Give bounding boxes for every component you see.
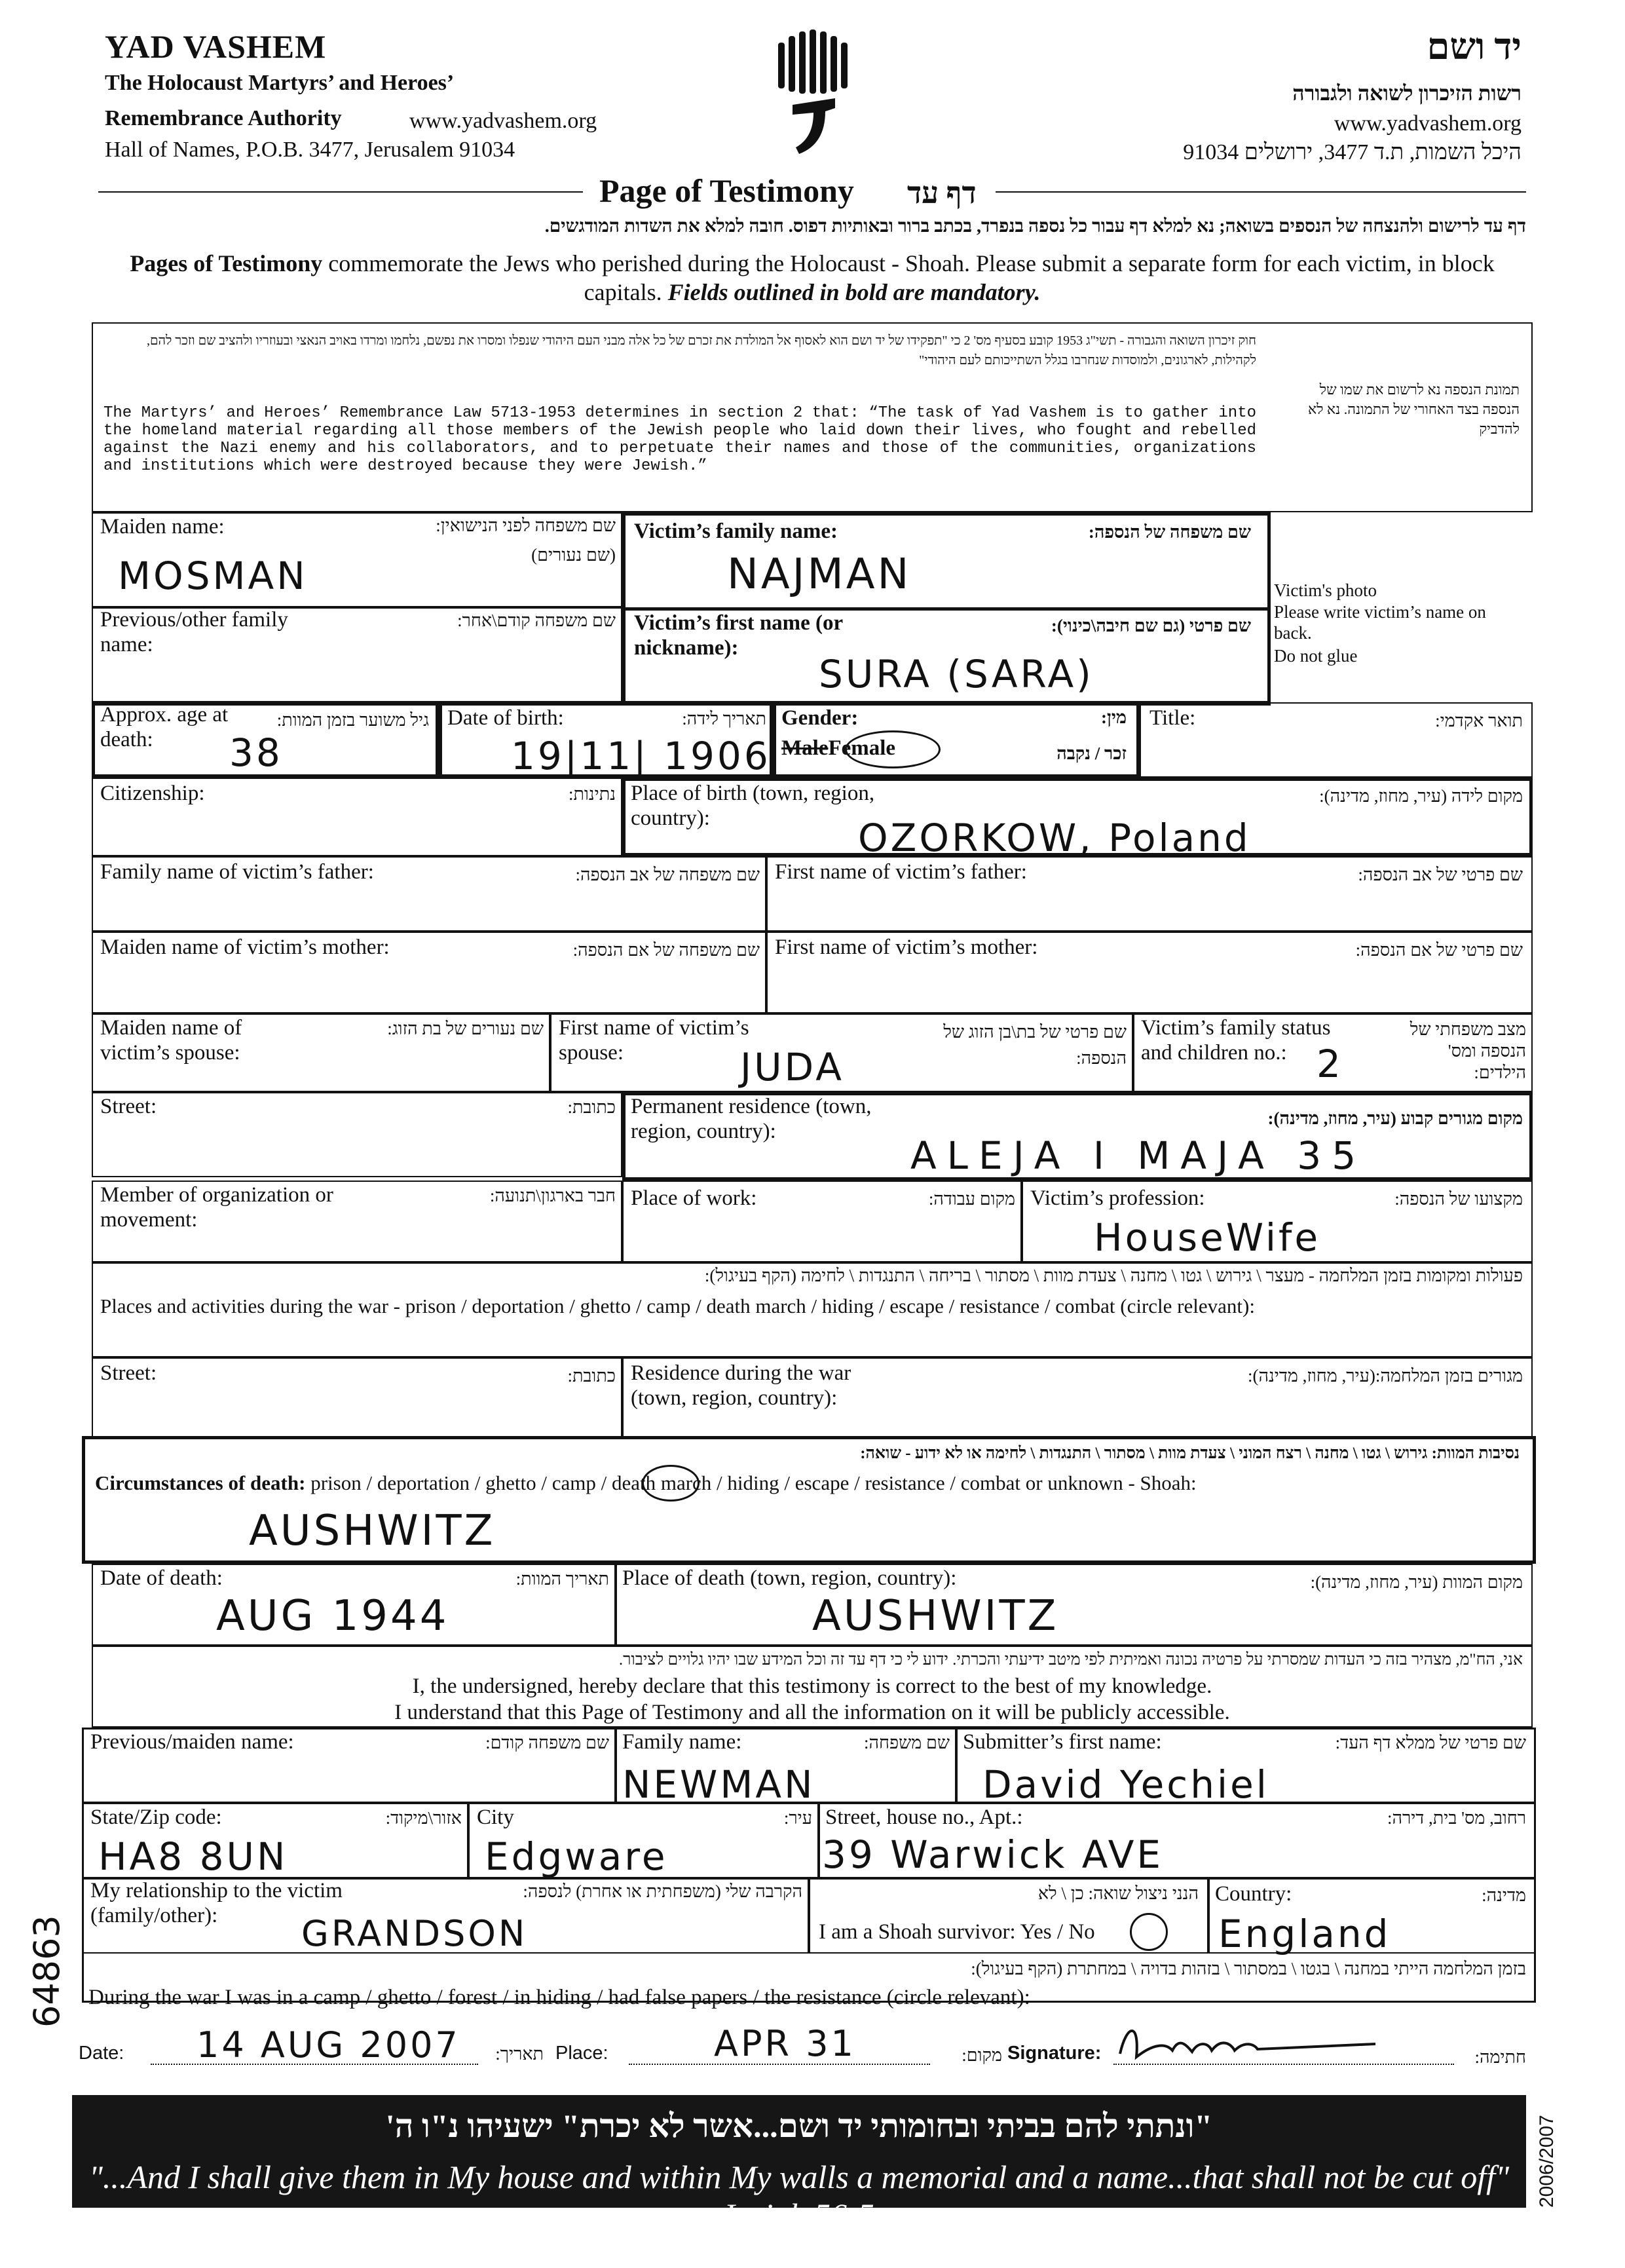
- family-name-value: NAJMAN: [727, 550, 912, 599]
- family-name-label: Victim’s family name:: [634, 520, 838, 543]
- profession-value: HouseWife: [1094, 1215, 1321, 1260]
- permanent-residence-label: Permanent residence (town, region, country):: [631, 1095, 872, 1143]
- first-name-label: Victim’s first name (or nickname):: [634, 611, 843, 660]
- citizenship-label: Citizenship:: [100, 782, 205, 805]
- gender-female: Female: [828, 736, 896, 760]
- death-date-label: Date of death:: [100, 1566, 223, 1590]
- submitter-family-label: Family name:: [622, 1730, 742, 1754]
- war-activities-en: Places and activities during the war - prison / deportation / ghetto / camp / death march / hiding / escape / resistance / combat (circle relevant):: [100, 1295, 1255, 1317]
- intro-text: commemorate the Jews who perished during the Holocaust - Shoah. Please submit a separate form for each victim, in block capitals.: [328, 250, 1495, 305]
- mother-first-he: שם פרטי של אם הנספה:: [1355, 940, 1523, 960]
- law-english: The Martyrs’ and Heroes’ Remembrance Law 5713-1953 determines in section 2 that: “The task of Yad Vashem is to gather into the homeland material regarding all those members of the Jewish people who laid down their lives, who fought and rebelled against the Nazi enemy and his collaborators, and to perpetuate their names and those of the communities, organizations and institutions which were destroyed because they were Jewish.”: [103, 404, 1256, 475]
- submitter-previous-he: שם משפחה קודם:: [485, 1733, 609, 1752]
- workplace-label: Place of work:: [631, 1186, 757, 1210]
- address: Hall of Names, P.O.B. 3477, Jerusalem 91034: [105, 138, 515, 162]
- war-residence-label: Residence during the war (town, region, country):: [631, 1361, 851, 1410]
- submitter-city-label: City: [477, 1805, 514, 1829]
- submitter-first-he: שם פרטי של ממלא דף העד:: [1335, 1733, 1526, 1752]
- war-residence-he: מגורים בזמן המלחמה:(עיר, מחוז, מדינה):: [1247, 1366, 1523, 1386]
- photo-do-not-glue: Do not glue: [1274, 646, 1358, 666]
- title-he: תואר אקדמי:: [1435, 711, 1523, 730]
- banner-english: "...And I shall give them in My house and within My walls a memorial and a name...that shall not be cut off" Isaiah 56:5: [88, 2159, 1510, 2233]
- relationship-label: My relationship to the victim (family/other):: [90, 1879, 343, 1927]
- spouse-first-he: שם פרטי של בת\בן הזוג של הנספה:: [943, 1022, 1127, 1068]
- dob-label: Date of birth:: [447, 706, 564, 730]
- mother-first-label: First name of victim’s mother:: [775, 936, 1038, 959]
- organization-label: Member of organization or movement:: [100, 1183, 333, 1232]
- submitter-first-label: Submitter’s first name:: [963, 1730, 1162, 1754]
- photo-note-he: תמונת הנספה נא לרשום את שמו של הנספה בצד האחורי של התמונה. נא לא להדביק: [1307, 381, 1520, 437]
- birthplace-he: מקום לידה (עיר, מחוז, מדינה):: [1319, 786, 1523, 806]
- he-org-line1: רשות הזיכרון לשואה ולגבורה: [1292, 81, 1522, 105]
- gender-female-circle: [845, 730, 941, 768]
- relationship-value: GRANDSON: [301, 1913, 528, 1954]
- intro-hebrew: דף עד לרישום ולהנצחה של הנספים בשואה; נא למלא דף עבור כל נספה בנפרד, בכתב ברור ובאותיות דפוס. חובה למלא את השדות המודגשים.: [544, 216, 1526, 236]
- previous-name-he: שם משפחה קודם\אחר:: [457, 611, 616, 630]
- war-activities-he: פעולות ומקומות בזמן המלחמה - מעצר \ גירוש \ גטו \ מחנה \ צעדת מוות \ מסתור \ בריחה \ התנגדות \ לחימה (הקף בעיגול):: [704, 1266, 1523, 1285]
- profession-label: Victim’s profession:: [1030, 1186, 1205, 1210]
- gender-he: מין:: [1101, 708, 1127, 727]
- signature-icon: [1113, 2018, 1395, 2067]
- survivor-label: I am a Shoah survivor: Yes / No: [819, 1920, 1095, 1944]
- gender-male: Male: [781, 736, 829, 760]
- side-archive-number: 64863: [26, 1915, 67, 2028]
- intro-english: [98, 249, 1526, 307]
- family-status-value: 2: [1317, 1042, 1343, 1086]
- gender-label: Gender:: [781, 706, 859, 730]
- spouse-first-value: JUDA: [740, 1045, 844, 1089]
- age-value: 38: [229, 730, 283, 775]
- org-line2: Remembrance Authority: [105, 106, 342, 130]
- death-circumstances-he: נסיבות המוות: גירוש \ גטו \ מחנה \ רצח המוני \ צעדת מוות \ מסתור \ התנגדות \ לחימה או לא ידוע - שואה:: [860, 1445, 1520, 1462]
- side-year: 2006/2007: [1536, 2115, 1558, 2208]
- gender-he-options: זכר / נקבה: [1056, 744, 1127, 763]
- he-org-title: יד ושם: [1427, 27, 1522, 67]
- maiden-name-he2: (שם נעורים): [531, 545, 616, 565]
- spouse-maiden-label: Maiden name of victim’s spouse:: [100, 1016, 242, 1065]
- date-he: תאריך:: [495, 2044, 544, 2064]
- permanent-residence-value: ALEJA I MAJA 35: [910, 1133, 1367, 1178]
- family-name-he: שם משפחה של הנספה:: [1088, 522, 1251, 542]
- yad-vashem-logo-icon: [773, 26, 851, 157]
- profession-he: מקצועו של הנספה:: [1394, 1189, 1523, 1209]
- submitter-country-label: Country:: [1215, 1882, 1292, 1906]
- family-status-he: מצב משפחתי של הנספה ומס' הילדים:: [1410, 1019, 1526, 1082]
- submitter-city-value: Edgware: [485, 1834, 668, 1879]
- declaration-he: אני, הח"מ, מצהיר בזה כי העדות שמסרתי על פרטיה נכונה ואמיתית לפי מיטב ידיעתי והכרתי. ידוע לי כי דף עד זה וכל המידע שבו יהיו גלויים לציבור.: [618, 1651, 1523, 1669]
- family-status-label: Victim’s family status and children no.:: [1141, 1016, 1331, 1065]
- place-value: APR 31: [714, 2023, 856, 2064]
- father-first-label: First name of victim’s father:: [775, 860, 1027, 884]
- war-place-he: בזמן המלחמה הייתי במחנה \ בגטו \ במסתור \ בזהות בדויה \ במחתרת (הקף בעיגול):: [971, 1959, 1526, 1978]
- submitter-first-value: David Yechiel: [982, 1762, 1269, 1807]
- photo-label: Victim's photo: [1274, 580, 1377, 600]
- death-date-value: AUG 1944: [216, 1592, 449, 1640]
- signature-label: Signature:: [1007, 2043, 1102, 2064]
- scripture-banner: [72, 2095, 1526, 2233]
- banner-hebrew: "ונתתי להם בביתי ובחומותי יד ושם...אשר לא יכרת" ישעיהו נ"ו ה': [385, 2107, 1213, 2144]
- death-date-he: תאריך המוות:: [515, 1569, 609, 1589]
- birthplace-label: Place of birth (town, region, country):: [631, 782, 875, 830]
- death-place-label: Place of death (town, region, country):: [622, 1566, 957, 1590]
- spouse-maiden-he: שם נעורים של בת הזוג:: [387, 1019, 544, 1038]
- page-title-he: דף עד: [907, 176, 977, 210]
- submitter-city-he: עיר:: [783, 1808, 812, 1828]
- date-label: Date:: [79, 2043, 124, 2064]
- submitter-zip-label: State/Zip code:: [90, 1805, 222, 1829]
- title-label: Title:: [1149, 706, 1196, 730]
- photo-instruction: Please write victim’s name on back.: [1274, 602, 1486, 643]
- workplace-he: מקום עבודה:: [928, 1189, 1015, 1209]
- submitter-family-he: שם משפחה:: [864, 1733, 950, 1752]
- submitter-street-value: 39 Warwick AVE: [822, 1832, 1164, 1877]
- dob-he: תאריך לידה:: [682, 709, 766, 728]
- org-line1: The Holocaust Martyrs’ and Heroes’: [105, 71, 455, 95]
- permanent-residence-he: מקום מגורים קבוע (עיר, מחוז, מדינה):: [1267, 1108, 1523, 1128]
- submitter-country-value: England: [1218, 1912, 1391, 1956]
- relationship-he: הקרבה שלי (משפחתית או אחרת) לנספה:: [523, 1881, 802, 1901]
- camp-circle: [642, 1465, 700, 1502]
- death-circumstances-options: prison / deportation / ghetto / camp / death march / hiding / escape / resistance / combat or unknown - Shoah:: [310, 1471, 1197, 1494]
- declaration-en1: I, the undersigned, hereby declare that this testimony is correct to the best of my knowledge.: [412, 1674, 1212, 1698]
- submitter-previous-label: Previous/maiden name:: [90, 1730, 294, 1754]
- maiden-name-value: MOSMAN: [118, 554, 308, 598]
- place-he: מקום:: [962, 2045, 1002, 2065]
- declaration-en2: I understand that this Page of Testimony and all the information on it will be publicly accessible.: [394, 1701, 1230, 1724]
- website: www.yadvashem.org: [409, 109, 597, 133]
- intro-bold: Pages of Testimony: [130, 250, 323, 276]
- spouse-first-label: First name of victim’s spouse:: [559, 1016, 749, 1065]
- dob-value: 19|11| 1906: [511, 734, 771, 778]
- submitter-street-he: רחוב, מס' בית, דירה:: [1387, 1808, 1526, 1828]
- survivor-he: הנני ניצול שואה: כן \ לא: [1037, 1883, 1199, 1903]
- maiden-name-he: שם משפחה לפני הנישואין:: [436, 516, 616, 535]
- first-name-he: שם פרטי (גם שם חיבה\כינוי):: [1051, 616, 1251, 635]
- submitter-zip-he: אזור\מיקוד:: [385, 1808, 462, 1828]
- submitter-country-he: מדינה:: [1482, 1885, 1526, 1905]
- header-rule-left: [98, 191, 583, 193]
- death-circumstances-label: Circumstances of death:: [95, 1471, 306, 1494]
- war-street-label: Street:: [100, 1361, 157, 1385]
- place-label: Place:: [555, 2043, 608, 2064]
- street-he: כתובת:: [567, 1097, 616, 1117]
- he-address: היכל השמות, ת.ד 3477, ירושלים 91034: [1183, 140, 1522, 164]
- first-name-value: SURA (SARA): [819, 652, 1094, 696]
- death-circumstances-value: AUSHWITZ: [249, 1507, 496, 1555]
- he-website: www.yadvashem.org: [1334, 111, 1522, 136]
- organization-he: חבר בארגון\תנועה:: [489, 1186, 616, 1205]
- survivor-no-circle: [1130, 1913, 1168, 1951]
- submitter-zip-value: HA8 8UN: [98, 1834, 288, 1879]
- war-street-he: כתובת:: [567, 1366, 616, 1386]
- war-place-en: During the war I was in a camp / ghetto / forest / in hiding / had false papers / the resistance (circle relevant):: [88, 1986, 1030, 2009]
- maiden-name-label: Maiden name:: [100, 515, 225, 539]
- father-first-he: שם פרטי של אב הנספה:: [1358, 865, 1523, 884]
- date-value: 14 AUG 2007: [196, 2024, 460, 2066]
- father-family-label: Family name of victim’s father:: [100, 860, 374, 884]
- mother-maiden-he: שם משפחה של אם הנספה:: [572, 940, 760, 960]
- street-label: Street:: [100, 1095, 157, 1118]
- mother-maiden-label: Maiden name of victim’s mother:: [100, 936, 390, 959]
- signature-he: חתימה:: [1474, 2047, 1526, 2067]
- citizenship-he: נתינות:: [569, 784, 616, 804]
- father-family-he: שם משפחה של אב הנספה:: [575, 865, 760, 884]
- birthplace-value: OZORKOW, Poland: [858, 816, 1251, 860]
- law-hebrew: חוק זיכרון השואה והגבורה - תשי"ג 1953 קובע בסעיף מס' 2 כי "תפקידו של יד ושם הוא לאסוף אל המולדת את זכרם של כל אלה מבני העם היהודי שנפלו ומסרו את נפשם, נלחמו ומרדו באויב הנאצי ובעוזריו ולהציב שם וזכר להם, לקהילות, לארגונים, ולמוסדות שנחרבו בגלל השתייכותם לעם היהודי": [146, 333, 1256, 368]
- age-he: גיל משוער בזמן המוות:: [276, 710, 429, 730]
- age-label: Approx. age at death:: [100, 703, 229, 751]
- header-rule-right: [996, 191, 1526, 193]
- submitter-family-value: NEWMAN: [622, 1762, 815, 1807]
- page-title: Page of Testimony: [599, 172, 854, 209]
- death-place-value: AUSHWITZ: [812, 1592, 1059, 1640]
- death-place-he: מקום המוות (עיר, מחוז, מדינה):: [1310, 1572, 1523, 1592]
- previous-name-label: Previous/other family name:: [100, 608, 288, 656]
- submitter-street-label: Street, house no., Apt.:: [825, 1805, 1023, 1829]
- org-title: YAD VASHEM: [105, 28, 327, 65]
- intro-italic: Fields outlined in bold are mandatory.: [667, 279, 1041, 305]
